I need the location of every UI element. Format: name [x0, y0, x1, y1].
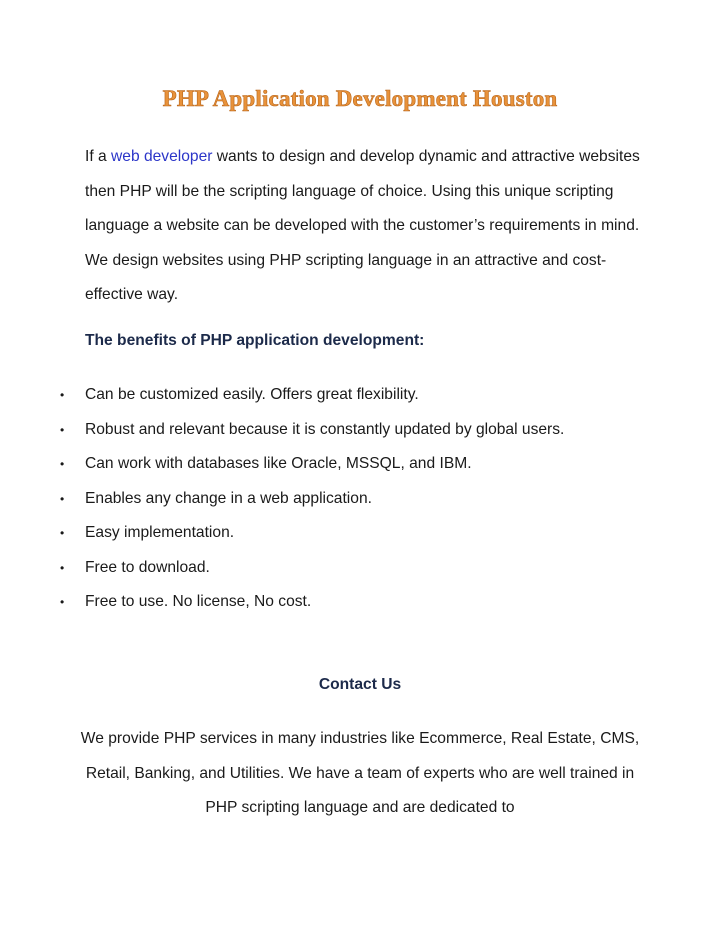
list-item-text: Free to download.: [85, 558, 210, 576]
contact-heading: Contact Us: [318, 676, 402, 693]
bullet-icon: •: [60, 491, 65, 506]
benefits-list: [0, 378, 720, 620]
list-item: [0, 413, 720, 448]
benefits-heading: The benefits of PHP application development:: [85, 332, 425, 349]
list-item-text: Can work with databases like Oracle, MSSQL, and IBM.: [85, 455, 472, 472]
page-title: PHP Application Development Houston: [162, 86, 558, 111]
bullet-icon: •: [60, 560, 65, 575]
list-item-text: Easy implementation.: [85, 524, 235, 541]
bullet-icon: •: [60, 526, 65, 540]
list-item-text: Can be customized easily. Offers great flexibility.: [85, 386, 419, 403]
list-item: [0, 585, 720, 620]
bullet-icon: •: [60, 457, 65, 471]
intro-paragraph: [85, 140, 655, 313]
intro-prefix: If a: [85, 148, 112, 165]
list-item-text: Robust and relevant because it is constantly updated by global users.: [85, 420, 565, 438]
web-developer-link[interactable]: web developer: [111, 148, 213, 165]
list-item: [0, 447, 720, 482]
list-item: [0, 551, 720, 586]
contact-paragraph: We provide PHP services in many industries like Ecommerce, Real Estate, CMS, Retail, Banking, and Utilities. We have a team of experts who are well trained in PHP scripting language and are dedicated to: [80, 730, 640, 816]
list-item-text: Free to use. No license, No cost.: [85, 593, 312, 610]
list-item: [0, 516, 720, 551]
list-item-text: Enables any change in a web application.: [85, 489, 372, 507]
list-item: [0, 482, 720, 517]
list-item: [0, 378, 720, 413]
bullet-icon: •: [60, 595, 65, 609]
bullet-icon: •: [60, 422, 65, 437]
bullet-icon: •: [60, 388, 65, 402]
intro-suffix: wants to design and develop dynamic and attractive websites then PHP will be the scripting language of choice. Using this unique scripting language a website can be developed with the customer’s requirements in mind. We design websites using PHP scripting language in an attractive and cost-effective way.: [85, 148, 640, 303]
